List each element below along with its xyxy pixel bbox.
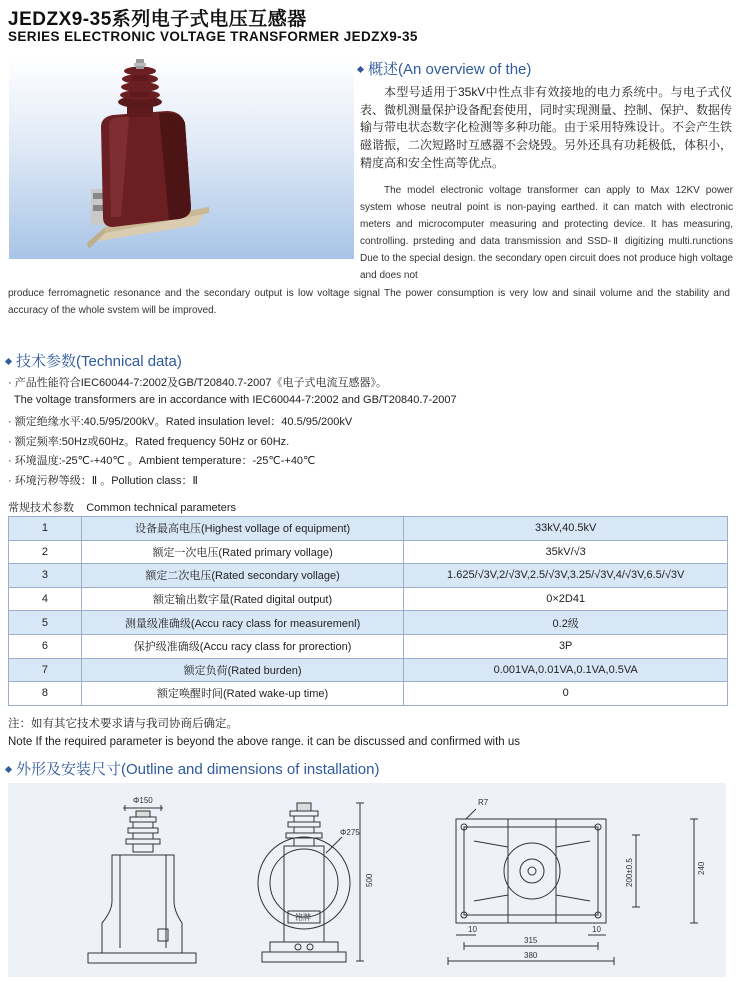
table-row xyxy=(9,682,728,706)
product-photo xyxy=(9,57,354,259)
row-number: 1 xyxy=(9,517,82,541)
parameters-table xyxy=(8,516,728,706)
dim-phi275: Φ275 xyxy=(340,828,360,837)
page-title: JEDZX9-35系列电子式电压互感器 xyxy=(8,9,307,30)
table-row xyxy=(9,611,728,635)
row-value: 1.625/√3V,2/√3V,2.5/√3V,3.25/√3V,4/√3V,6.5/√3V xyxy=(404,564,728,588)
row-parameter: 额定负荷(Rated burden) xyxy=(81,658,403,682)
table-row xyxy=(9,564,728,588)
row-number: 2 xyxy=(9,540,82,564)
tech-bullet: The voltage transformers are in accordance with IEC60044-7:2002 and GB/T20840.7-2007 xyxy=(8,394,457,406)
row-number: 3 xyxy=(9,564,82,588)
table-row xyxy=(9,587,728,611)
overview-section-title: 概述(An overview of the) xyxy=(357,58,531,79)
row-number: 6 xyxy=(9,634,82,658)
nameplate-label: 铭牌 xyxy=(295,913,311,922)
page-subtitle: SERIES ELECTRONIC VOLTAGE TRANSFORMER JEDZX9-35 xyxy=(8,29,418,44)
dim-10-left: 10 xyxy=(468,925,477,934)
table-row xyxy=(9,517,728,541)
dim-phi150: Φ150 xyxy=(133,796,153,805)
dim-380: 380 xyxy=(524,951,538,960)
row-value: 0.001VA,0.01VA,0.1VA,0.5VA xyxy=(404,658,728,682)
overview-cn-text: 本型号适用于35kV中性点非有效接地的电力系统中。与电子式仪表、微机测量保护设备配套使用，同时实现测量、控制、保护、数据传输与带电状态数字化检测等多种功能。由于采用特殊设计。不会产生铁磁谐振，二次短路时互感器不会烧毁。另外还具有功耗极低，体积小，精度高和安全性高等优点。 xyxy=(360,85,733,170)
dim-315: 315 xyxy=(524,936,538,945)
row-parameter: 额定唤醒时间(Rated wake-up time) xyxy=(81,682,403,706)
technical-section-title: 技术参数(Technical data) xyxy=(5,350,182,371)
row-value: 33kV,40.5kV xyxy=(404,517,728,541)
row-parameter: 额定输出数字量(Rated digital output) xyxy=(81,587,403,611)
outline-section-title: 外形及安装尺寸(Outline and dimensions of installation) xyxy=(5,758,379,779)
overview-en-text-continued: produce ferromagnetic resonance and the secondary output is low voltage signal The power consumption is very low and sinail volume and the stability and accuracy of the whole svstem will be improved. xyxy=(8,288,730,316)
dim-200: 200±0.5 xyxy=(625,858,634,887)
row-number: 4 xyxy=(9,587,82,611)
row-parameter: 额定一次电压(Rated primary vollage) xyxy=(81,540,403,564)
row-parameter: 保护级准确级(Accu racy class for prorection) xyxy=(81,634,403,658)
tech-bullet: · 环境污秽等级：Ⅱ 。Pollution class：Ⅱ xyxy=(8,475,198,487)
overview-en-text: The model electronic voltage transformer can apply to Max 12KV power system whose neutral point is non-paying earthed. it can match with electronic meters and microcomputer measuring and protecting device. It has measuring, controlling. prsteding and data transmission and SSD-Ⅱ digitizing multi.runctions Due to the special design. the secondary open circuit does not produce high voltage and does not xyxy=(360,185,733,281)
top-view xyxy=(448,798,706,965)
side-view xyxy=(258,803,374,962)
row-parameter: 额定二次电压(Rated secondary vollage) xyxy=(81,564,403,588)
table-row xyxy=(9,634,728,658)
tech-bullet: · 额定频率:50Hz或60Hz。Rated frequency 50Hz or 60Hz. xyxy=(8,436,290,448)
row-number: 7 xyxy=(9,658,82,682)
diamond-bullet-icon xyxy=(5,357,12,364)
row-value: 35kV/√3 xyxy=(404,540,728,564)
tech-bullet: · 环境温度:-25℃-+40℃ 。Ambient temperature：-25℃-+40℃ xyxy=(8,455,316,467)
table-row xyxy=(9,540,728,564)
row-parameter: 设备最高电压(Highest vollage of equipment) xyxy=(81,517,403,541)
row-value: 0×2D41 xyxy=(404,587,728,611)
dim-10-right: 10 xyxy=(592,925,601,934)
tech-bullet: · 额定绝缘水平:40.5/95/200kV。Rated insulation level：40.5/95/200kV xyxy=(8,416,353,428)
dim-500: 500 xyxy=(365,873,374,887)
row-parameter: 测量级准确级(Accu racy class for measuremenl) xyxy=(81,611,403,635)
diamond-bullet-icon xyxy=(5,765,12,772)
row-number: 8 xyxy=(9,682,82,706)
tech-bullet: · 产品性能符合IEC60044-7:2002及GB/T20840.7-2007《电子式电流互感器》。 xyxy=(8,377,388,389)
dim-r7: R7 xyxy=(478,798,489,807)
note-en: Note If the required parameter is beyond the above range. it can be discussed and confirmed with us xyxy=(8,736,521,748)
row-value: 3P xyxy=(404,634,728,658)
table-row xyxy=(9,658,728,682)
row-value: 0.2级 xyxy=(404,611,728,635)
row-value: 0 xyxy=(404,682,728,706)
table-caption: 常规技术参数 Common technical parameters xyxy=(8,502,237,514)
row-number: 5 xyxy=(9,611,82,635)
dim-240: 240 xyxy=(697,861,706,875)
outline-drawing xyxy=(8,783,726,977)
note-cn: 注：如有其它技术要求请与我司协商后确定。 xyxy=(8,718,238,730)
diamond-bullet-icon xyxy=(357,65,364,72)
front-view xyxy=(88,796,196,963)
